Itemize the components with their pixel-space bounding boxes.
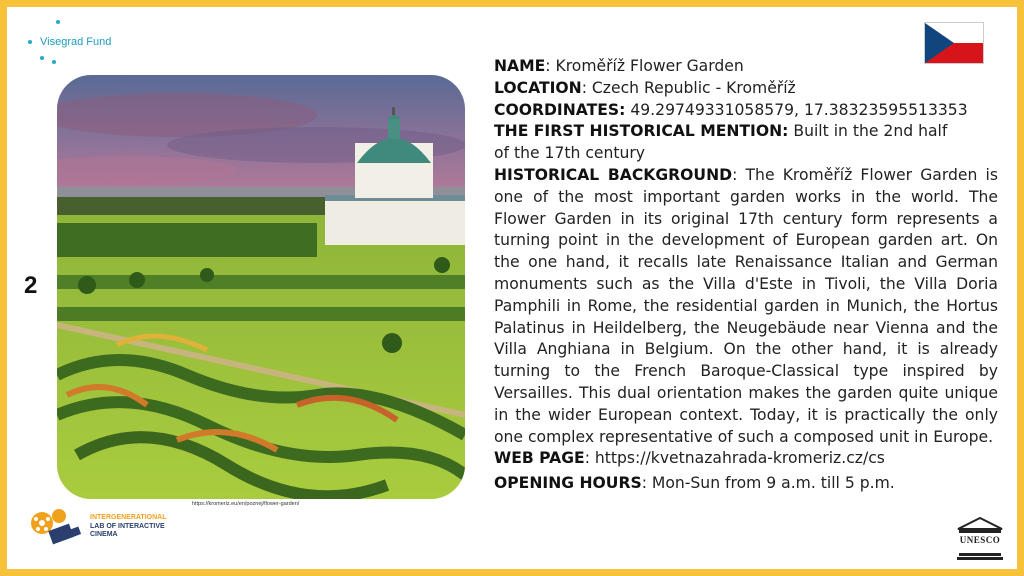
opening-hours-value: Mon-Sun from 9 a.m. till 5 p.m. [651,474,895,493]
opening-hours-label: OPENING HOURS [494,474,642,493]
location-row: LOCATION: Czech Republic - Kroměříž [494,78,796,97]
lab-logo-line-3: CINEMA [90,531,118,538]
first-mention-value: Built in the 2nd half of the 17th century [494,122,948,163]
historical-background-text: The Kroměříž Flower Garden is one of the most important garden works in the world. The Flower Garden in its original 17th century form represents a turning point in the development of European garden art. On the one hand, it recalls late Renaissance Italian and German monuments such as the Villa d'Este in Tivoli, the Villa Doria Pamphili in Rome, the residential garden in Munich, the Hortus Palatinus in Heildelberg, the Neugebäude near Vienna and the Villa Anghiana in Belgium. On the other hand, it is already turning to the French Baroque-Classical type inspired by Versailles. This dual orientation makes the garden quite unique in the wider European context. Today, it is practically the only one complex representative of such a composed unit in Europe. [494,165,998,446]
web-page-label: WEB PAGE [494,449,585,468]
historical-background-label: HISTORICAL BACKGROUND [494,165,733,184]
name-row: NAME: Kroměříž Flower Garden [494,57,744,75]
lab-logo-line-1: INTERGENERATIONAL [90,514,167,521]
first-mention-label: THE FIRST HISTORICAL MENTION: [494,122,789,141]
lab-logo-line-2: LAB OF INTERACTIVE [90,522,165,530]
garden-photo [57,75,465,499]
location-value: Czech Republic - Kroměříž [591,78,796,97]
coordinates-value: 49.29749331058579, 17.38323595513353 [630,100,968,119]
film-reel-icon [26,505,86,547]
web-page-link[interactable]: https://kvetnazahrada-kromeriz.cz/cs [594,449,885,468]
name-label: NAME [494,57,546,75]
location-label: LOCATION [494,78,582,97]
historical-background-row: HISTORICAL BACKGROUND: The Kroměříž Flower Garden is one of the most important garden works in the world. The Flower Garden in its original 17th century form represents a turning point in the development of European garden art. On the one hand, it recalls late Renaissance Italian and German monuments such as the Villa d'Este in Tivoli, the Villa Doria Pamphili in Rome, the residential garden in Munich, the Hortus Palatinus in Heildelberg, the Neugebäude near Vienna and the Villa Anghiana in Belgium. On the other hand, it is already turning to the French Baroque-Classical type inspired by Versailles. This dual orientation makes the garden quite unique in the wider European context. Today, it is practically the only one complex representative of such a composed unit in Europe. [494,165,998,446]
opening-hours-row: OPENING HOURS: Mon-Sun from 9 a.m. till 5 p.m. [494,474,895,493]
coordinates-label: COORDINATES: [494,100,626,119]
interactive-cinema-lab-logo [26,505,186,547]
visegrad-fund-logo [22,20,142,66]
unesco-label: UNESCO [959,535,1001,545]
slide-number: 2 [24,272,38,299]
photo-credit: https://kromeriz.eu/en/poznej/flower-garden/ [192,501,300,507]
coordinates-row [494,100,998,122]
site-info-panel [494,56,998,495]
visegrad-fund-label: Visegrad Fund [40,36,112,48]
name-value: Kroměříž Flower Garden [555,57,744,75]
web-page-row: WEB PAGE: https://kvetnazahrada-kromeriz.cz/cs [494,449,885,468]
first-mention-row [494,121,964,165]
unesco-logo [955,516,1005,562]
